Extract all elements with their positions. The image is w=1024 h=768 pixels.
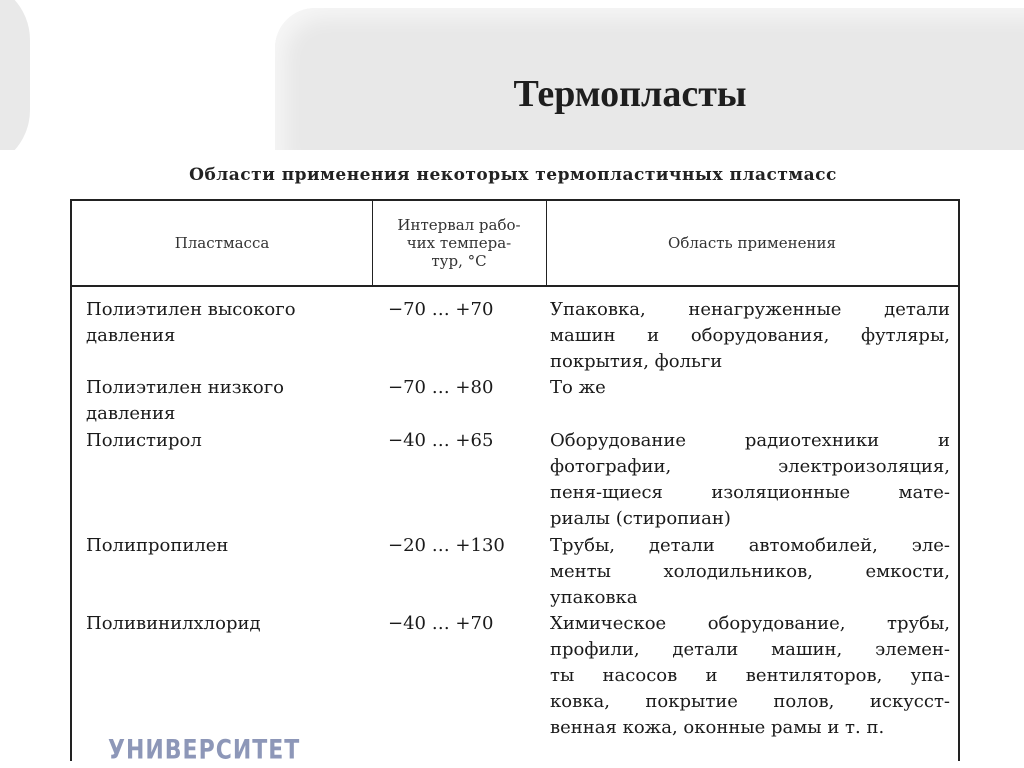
cell-plastic: Полиэтилен низкого давления: [86, 377, 284, 424]
cell-plastic: Полиэтилен высокого давления: [86, 299, 296, 346]
plastics-table: [70, 199, 960, 761]
cell-interval: −20 … +130: [388, 535, 505, 556]
header-interval: Интервал рабо- чих темпера- тур, °С: [372, 201, 547, 285]
header-plastic: Пластмасса: [72, 201, 373, 285]
table-caption: Области применения некоторых термопластичных пластмасс: [189, 165, 837, 185]
cell-application: Химическое оборудование, трубы, профили, детали машин, элемен- ты насосов и вентиляторов, упа- ковка, покрытие полов, искусст- венная кожа, оконные рамы и т. п.: [550, 613, 950, 738]
cell-plastic: Полистирол: [86, 430, 202, 451]
cell-application: Упаковка, ненагруженные детали машин и оборудования, футляры, покрытия, фольги: [550, 299, 950, 372]
cell-interval: −70 … +70: [388, 299, 494, 320]
decorative-curve: [0, 0, 30, 150]
cell-plastic: Полипропилен: [86, 535, 229, 556]
cell-application: То же: [550, 377, 606, 398]
header-application: Область применения: [668, 234, 836, 252]
watermark-logo: УНИВЕРСИТЕТ: [108, 735, 301, 766]
table-header-row: [72, 201, 958, 287]
cell-interval: −70 … +80: [388, 377, 494, 398]
cell-application: Трубы, детали автомобилей, эле- менты холодильников, емкости, упаковка: [550, 535, 950, 608]
cell-interval: −40 … +65: [388, 430, 494, 451]
slide-title: Термопласты: [513, 73, 747, 115]
cell-plastic: Поливинилхлорид: [86, 613, 261, 634]
cell-application: Оборудование радиотехники и фотографии, электроизоляция, пеня-щиеся изоляционные мате- риалы (стиропиан): [550, 430, 950, 529]
cell-interval: −40 … +70: [388, 613, 494, 634]
